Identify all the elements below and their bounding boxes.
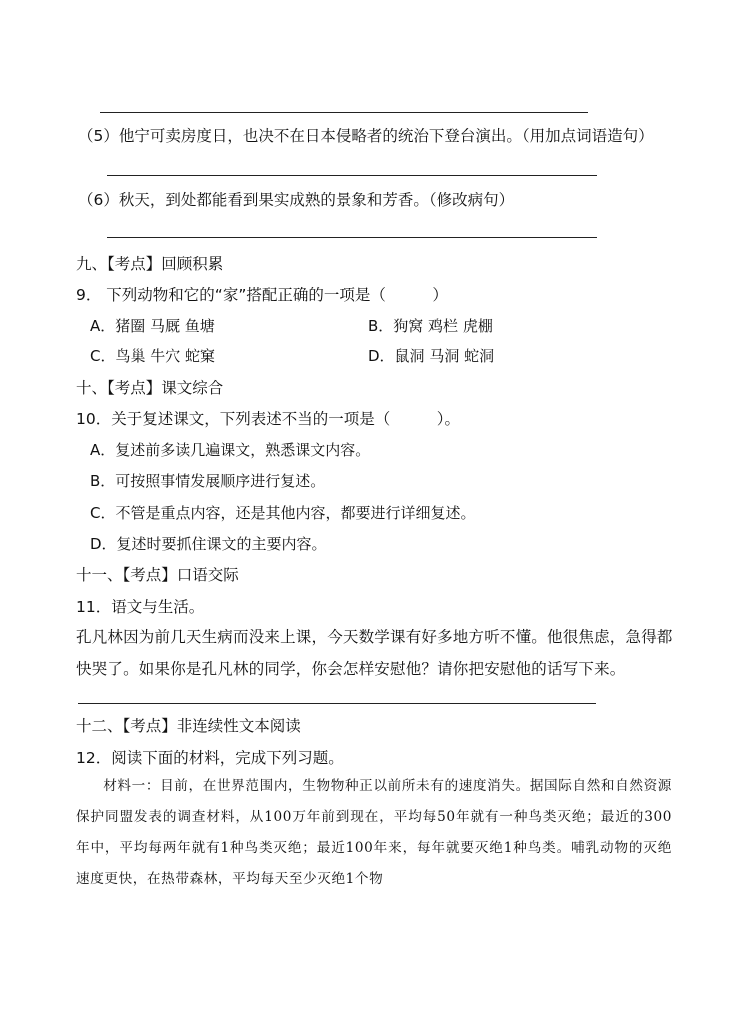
answer-line-11[interactable]	[78, 703, 596, 704]
option-10-c[interactable]: C．不管是重点内容，还是其他内容，都要进行详细复述。	[90, 504, 476, 522]
answer-line-6[interactable]	[107, 237, 597, 238]
option-9-a[interactable]: A．猪圈 马厩 鱼塘	[90, 317, 215, 335]
passage-11: 孔凡林因为前几天生病而没来上课，今天数学课有好多地方听不懂。他很焦虑，急得都快哭了。如果你是孔凡林的同学，你会怎样安慰他？请你把安慰他的话写下来。	[76, 628, 673, 678]
answer-line-4[interactable]	[100, 112, 588, 113]
option-10-a[interactable]: A．复述前多读几遍课文，熟悉课文内容。	[90, 441, 371, 459]
section-11-heading: 十一、【考点】口语交际	[76, 566, 239, 584]
section-10-heading: 十、【考点】课文综合	[76, 379, 224, 397]
question-11: 11．语文与生活。	[76, 598, 205, 616]
q8-item-6: （6）秋天，到处都能看到果实成熟的景象和芳香。（修改病句）	[78, 191, 515, 209]
option-9-c[interactable]: C．鸟巢 牛穴 蛇窠	[90, 347, 216, 365]
question-10: 10．关于复述课文，下列表述不当的一项是（ ）。	[76, 410, 460, 428]
material-1	[76, 771, 672, 895]
question-9: 9． 下列动物和它的“家”搭配正确的一项是（ ）	[76, 286, 448, 304]
section-9-heading: 九、【考点】回顾积累	[76, 255, 224, 273]
section-12-heading: 十二、【考点】非连续性文本阅读	[76, 717, 301, 735]
option-9-b[interactable]: B．狗窝 鸡栏 虎棚	[368, 317, 493, 335]
option-10-d[interactable]: D．复述时要抓住课文的主要内容。	[90, 535, 327, 553]
material-1-text: 材料一：目前，在世界范围内，生物物种正以前所未有的速度消失。据国际自然和自然资源保护同盟发表的调查材料，从100万年前到现在，平均每50年就有一种鸟类灭绝；最近的300年中，平均每两年就有1种鸟类灭绝；最近100年来，每年就要灭绝1种鸟类。哺乳动物的灭绝速度更快，在热带森林，平均每天至少灭绝1个物	[76, 778, 672, 887]
question-12: 12．阅读下面的材料，完成下列习题。	[76, 749, 344, 767]
answer-line-5[interactable]	[107, 175, 597, 176]
q8-item-5: （5）他宁可卖房度日，也决不在日本侵略者的统治下登台演出。（用加点词语造句）	[78, 127, 654, 145]
option-10-b[interactable]: B．可按照事情发展顺序进行复述。	[90, 472, 326, 490]
option-9-d[interactable]: D．鼠洞 马洞 蛇洞	[368, 347, 495, 365]
